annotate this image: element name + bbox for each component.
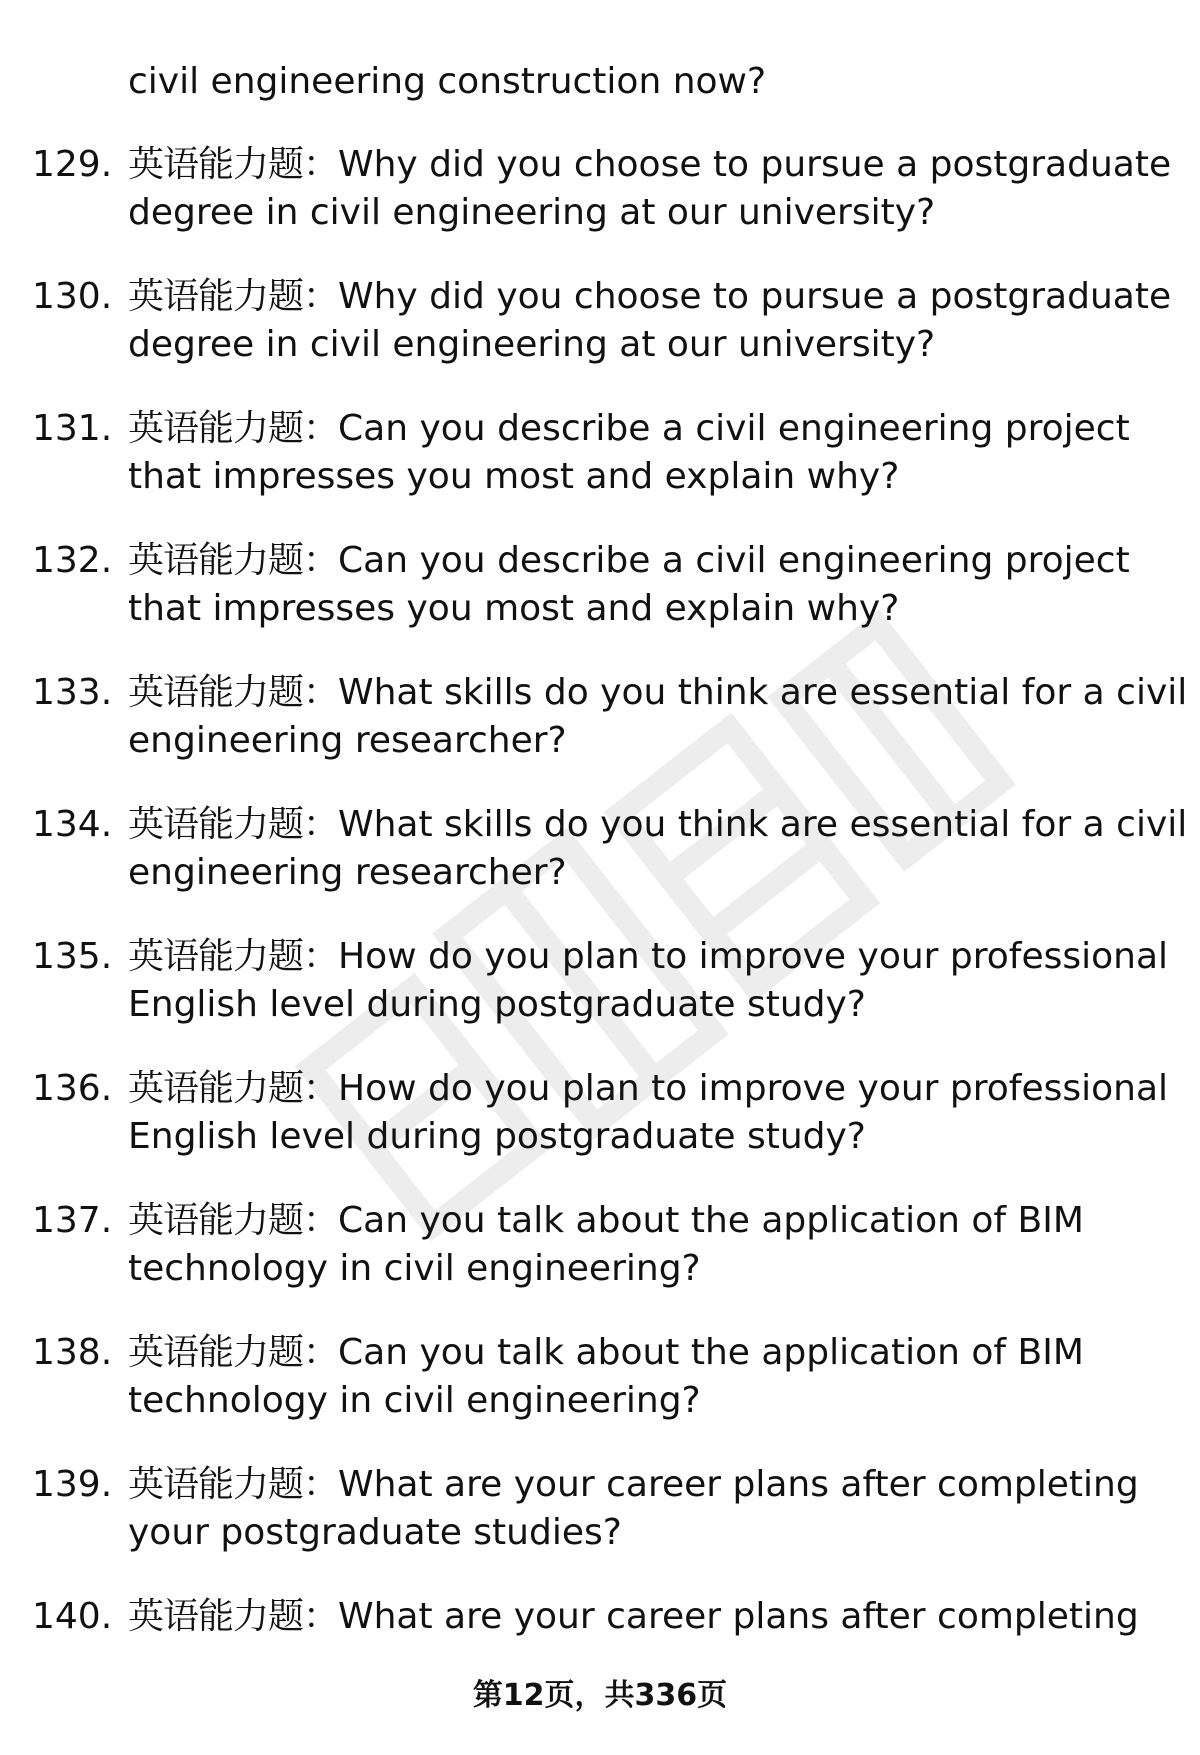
question-category-label: 英语能力题： bbox=[128, 804, 339, 845]
question-item bbox=[0, 273, 1200, 405]
question-item bbox=[0, 1329, 1200, 1461]
question-text bbox=[128, 1197, 1188, 1293]
question-number: 131. bbox=[32, 408, 113, 449]
question-list bbox=[0, 141, 1200, 1725]
question-text bbox=[128, 1461, 1188, 1557]
question-body: What are your career plans after completing bbox=[338, 1596, 1139, 1637]
question-text bbox=[128, 141, 1188, 237]
continuation-text: civil engineering construction now? bbox=[128, 61, 767, 102]
question-number: 133. bbox=[32, 672, 113, 713]
question-item bbox=[0, 1461, 1200, 1593]
question-number: 139. bbox=[32, 1464, 113, 1505]
question-number: 129. bbox=[32, 144, 113, 185]
question-body: Why did you choose to pursue a postgraduate degree in civil engineering at our university? bbox=[128, 276, 1172, 365]
question-category-label: 英语能力题： bbox=[128, 540, 339, 581]
question-item bbox=[0, 1065, 1200, 1197]
question-item bbox=[0, 933, 1200, 1065]
question-body: Why did you choose to pursue a postgraduate degree in civil engineering at our university? bbox=[128, 144, 1172, 233]
question-text bbox=[128, 405, 1188, 501]
question-number: 140. bbox=[32, 1596, 113, 1637]
question-category-label: 英语能力题： bbox=[128, 144, 339, 185]
question-category-label: 英语能力题： bbox=[128, 1332, 339, 1373]
question-text bbox=[128, 1593, 1188, 1641]
question-text bbox=[128, 669, 1188, 765]
question-category-label: 英语能力题： bbox=[128, 1200, 339, 1241]
question-category-label: 英语能力题： bbox=[128, 408, 339, 449]
question-body: How do you plan to improve your professional English level during postgraduate study? bbox=[128, 936, 1169, 1025]
question-number: 137. bbox=[32, 1200, 113, 1241]
question-category-label: 英语能力题： bbox=[128, 672, 339, 713]
question-category-label: 英语能力题： bbox=[128, 1068, 339, 1109]
question-item bbox=[0, 1197, 1200, 1329]
question-category-label: 英语能力题： bbox=[128, 1596, 339, 1637]
question-text bbox=[128, 1329, 1188, 1425]
question-text bbox=[128, 537, 1188, 633]
question-item bbox=[0, 669, 1200, 801]
question-number: 135. bbox=[32, 936, 113, 977]
question-category-label: 英语能力题： bbox=[128, 1464, 339, 1505]
question-text bbox=[128, 801, 1188, 897]
question-number: 138. bbox=[32, 1332, 113, 1373]
question-category-label: 英语能力题： bbox=[128, 276, 339, 317]
question-text bbox=[128, 933, 1188, 1029]
question-item bbox=[0, 405, 1200, 537]
question-body: Can you describe a civil engineering project that impresses you most and explain why? bbox=[128, 540, 1130, 629]
question-category-label: 英语能力题： bbox=[128, 936, 339, 977]
question-body: How do you plan to improve your professional English level during postgraduate study? bbox=[128, 1068, 1169, 1157]
question-body: Can you talk about the application of BIM technology in civil engineering? bbox=[128, 1332, 1084, 1421]
question-item bbox=[0, 141, 1200, 273]
question-body: What skills do you think are essential for a civil engineering researcher? bbox=[128, 804, 1188, 893]
question-item bbox=[0, 801, 1200, 933]
question-number: 130. bbox=[32, 276, 113, 317]
question-item bbox=[0, 537, 1200, 669]
question-text bbox=[128, 1065, 1188, 1161]
question-body: Can you describe a civil engineering project that impresses you most and explain why? bbox=[128, 408, 1130, 497]
question-number: 134. bbox=[32, 804, 113, 845]
question-number: 132. bbox=[32, 540, 113, 581]
question-body: What skills do you think are essential for a civil engineering researcher? bbox=[128, 672, 1188, 761]
question-body: Can you talk about the application of BIM technology in civil engineering? bbox=[128, 1200, 1084, 1289]
page-footer: 第12页，共336页 bbox=[472, 1678, 728, 1713]
question-number: 136. bbox=[32, 1068, 113, 1109]
question-body: What are your career plans after completing your postgraduate studies? bbox=[128, 1464, 1139, 1553]
question-text bbox=[128, 273, 1188, 369]
